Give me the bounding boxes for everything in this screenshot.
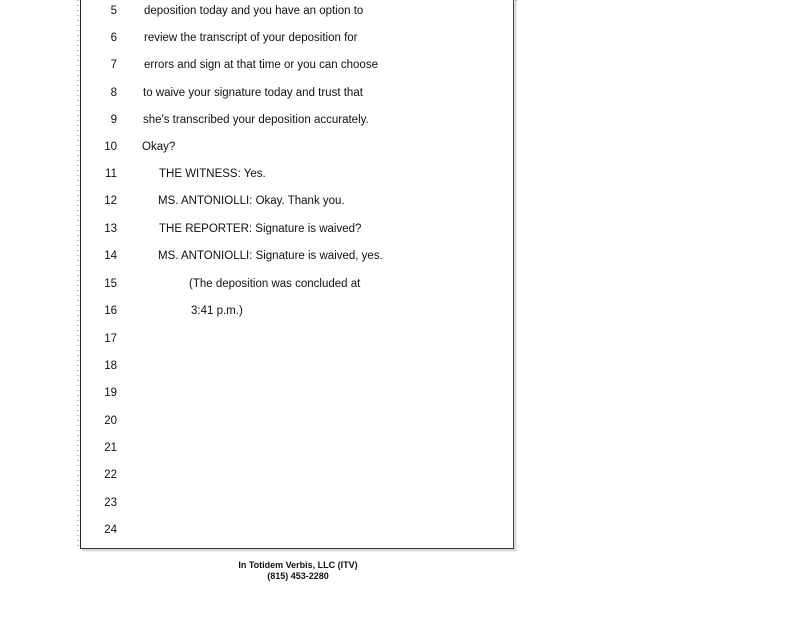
transcript-line-8 (81, 84, 513, 102)
transcript-line-5 (81, 2, 513, 20)
footer-phone: (815) 453-2280 (267, 571, 329, 581)
transcript-line-22 (81, 466, 513, 484)
transcript-line-11 (81, 165, 513, 183)
transcript-line-12 (81, 192, 513, 210)
line-text: THE WITNESS: Yes. (159, 168, 266, 180)
line-number: 19 (104, 387, 117, 399)
transcript-line-14 (81, 247, 513, 265)
line-number: 21 (104, 442, 117, 454)
line-number: 10 (104, 141, 117, 153)
line-text: MS. ANTONIOLLI: Okay. Thank you. (158, 195, 345, 207)
scan-edge-left (77, 0, 79, 549)
scan-edge-bottom (88, 550, 514, 552)
scan-edge-right (515, 0, 517, 549)
line-text: THE REPORTER: Signature is waived? (159, 223, 362, 235)
line-text: MS. ANTONIOLLI: Signature is waived, yes. (158, 250, 383, 262)
transcript-line-23 (81, 494, 513, 512)
transcript-line-17 (81, 330, 513, 348)
line-number: 18 (104, 360, 117, 372)
line-number: 15 (104, 278, 117, 290)
line-text: to waive your signature today and trust that (143, 87, 363, 99)
line-text: (The deposition was concluded at (189, 278, 361, 290)
line-number: 24 (104, 524, 117, 536)
line-text: errors and sign at that time or you can choose (144, 59, 378, 71)
line-number: 17 (104, 333, 117, 345)
line-number: 12 (104, 195, 117, 207)
transcript-page (80, 0, 514, 549)
transcript-line-10 (81, 138, 513, 156)
line-number: 16 (104, 305, 117, 317)
transcript-line-19 (81, 384, 513, 402)
transcript-line-15 (81, 275, 513, 293)
footer-company: In Totidem Verbis, LLC (ITV) (238, 560, 358, 570)
line-text: review the transcript of your deposition for (144, 32, 358, 44)
line-text: 3:41 p.m.) (191, 305, 243, 317)
line-number: 22 (104, 469, 117, 481)
transcript-line-7 (81, 56, 513, 74)
line-text: deposition today and you have an option to (144, 5, 364, 17)
transcript-line-20 (81, 412, 513, 430)
line-number: 23 (104, 497, 117, 509)
line-number: 13 (104, 223, 117, 235)
transcript-line-6 (81, 29, 513, 47)
line-number: 5 (110, 5, 117, 17)
transcript-line-9 (81, 111, 513, 129)
transcript-line-24 (81, 521, 513, 539)
transcript-line-18 (81, 357, 513, 375)
line-number: 20 (104, 415, 117, 427)
line-number: 6 (110, 32, 117, 44)
transcript-line-16 (81, 302, 513, 320)
transcript-line-21 (81, 439, 513, 457)
line-number: 8 (110, 87, 117, 99)
line-number: 14 (104, 250, 117, 262)
line-number: 7 (110, 59, 117, 71)
transcript-line-13 (81, 220, 513, 238)
line-text: she's transcribed your deposition accurately. (143, 114, 369, 126)
line-text: Okay? (142, 141, 176, 153)
line-number: 9 (110, 114, 117, 126)
line-number: 11 (105, 168, 117, 180)
